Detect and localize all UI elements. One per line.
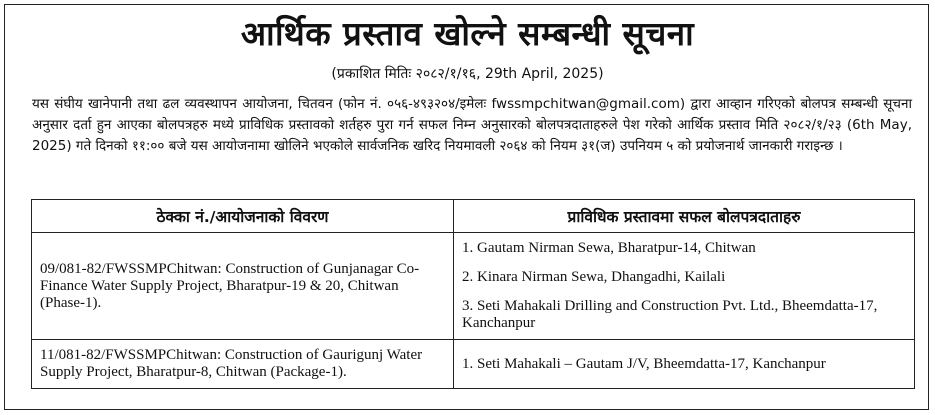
header-successful-bidders: प्राविधिक प्रस्तावमा सफल बोलपत्रदाताहरु <box>454 200 915 233</box>
bidders-table <box>31 199 915 389</box>
bidder-item: 1. Gautam Nirman Sewa, Bharatpur-14, Chitwan <box>462 240 756 256</box>
bidder-item: 1. Seti Mahakali – Gautam J/V, Bheemdatta-17, Kanchanpur <box>462 355 826 372</box>
table-row <box>32 233 915 340</box>
notice-body: यस संघीय खानेपानी तथा ढल व्यवस्थापन आयोजना, चितवन (फोन नं. ०५६-४९३२०४/इमेलः fwssmpchitwan@gmail.com) द्वारा आव्हान गरिएको बोलपत्र सम्बन्धी सूचना अनुसार दर्ता हुन आएका बोलपत्रहरु मध्ये प्राविधिक प्रस्तावको शर्तहरु पुरा गर्न सफल निम्न अनुसारको बोलपत्रदाताहरुले पेश गरेको आर्थिक प्रस्ताव मिति २०८२/१/२३ (6th May, 2025) गते दिनको ११:०० बजे यस आयोजनामा खोलिने भएकोले सार्वजनिक खरिद नियमावली २०६४ को नियम ३१(ज) उपनियम ५ को प्रयोजनार्थ जानकारी गराइन्छ । <box>32 96 912 154</box>
contract-description: 11/081-82/FWSSMPChitwan: Construction of Gaurigunj Water Supply Project, Bharatpur-8, Chitwan (Package-1). <box>32 340 454 389</box>
bidders-list <box>454 340 915 389</box>
bidder-item: 2. Kinara Nirman Sewa, Dhangadhi, Kailali <box>462 269 726 285</box>
notice-title: आर्थिक प्रस्ताव खोल्ने सम्बन्धी सूचना <box>240 14 695 53</box>
bidders-list <box>454 233 915 340</box>
publication-date: (प्रकाशित मितिः २०८२/१/१६, 29th April, 2025) <box>331 66 604 82</box>
contract-description: 09/081-82/FWSSMPChitwan: Construction of Gunjanagar Co-Finance Water Supply Project, Bharatpur-19 & 20, Chitwan (Phase-1). <box>32 233 454 340</box>
table-header-row <box>32 200 915 233</box>
bidder-item: 3. Seti Mahakali Drilling and Construction Pvt. Ltd., Bheemdatta-17, Kanchanpur <box>462 298 878 331</box>
table-row <box>32 340 915 389</box>
header-contract-description: ठेक्का नं./आयोजनाको विवरण <box>32 200 454 233</box>
